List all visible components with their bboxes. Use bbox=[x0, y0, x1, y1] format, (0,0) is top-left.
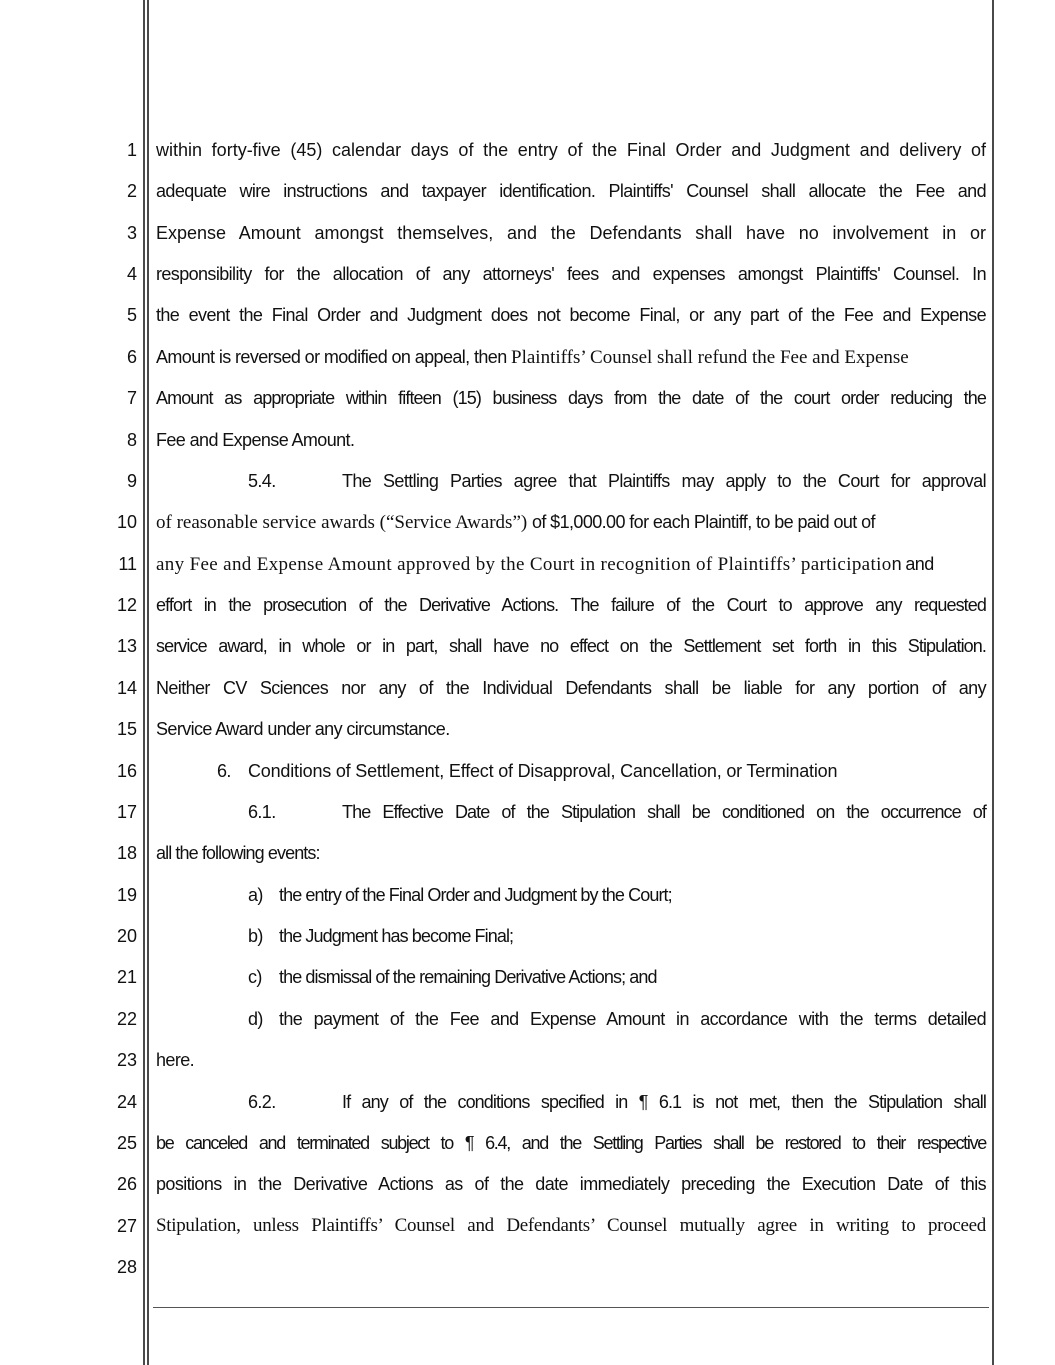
line-number: 13 bbox=[116, 636, 137, 656]
line-number: 28 bbox=[116, 1257, 137, 1277]
line-number: 27 bbox=[116, 1216, 137, 1236]
text-line: Stipulation, unless Plaintiffs’ Counsel and Defendants’ Counsel mutually agree in writing to proceed bbox=[156, 1215, 986, 1236]
text-line: be canceled and terminated subject to ¶ 6.4, and the Settling Parties shall be restored to their respective bbox=[156, 1133, 986, 1153]
text-segment: Amount is reversed or modified on appeal, then bbox=[156, 347, 512, 367]
text-line: effort in the prosecution of the Derivative Actions. The failure of the Court to approve any requested bbox=[156, 595, 986, 615]
line-number: 12 bbox=[116, 595, 137, 615]
text-segment: n and bbox=[891, 554, 934, 574]
line-number: 10 bbox=[116, 512, 137, 532]
section-title: Conditions of Settlement, Effect of Disapproval, Cancellation, or Termination bbox=[248, 761, 838, 781]
line-number: 25 bbox=[116, 1133, 137, 1153]
text-segment: of $1,000.00 for each Plaintiff, to be paid out of bbox=[531, 512, 875, 532]
text-line: Fee and Expense Amount. bbox=[156, 430, 355, 450]
text-line: within forty-five (45) calendar days of the entry of the Final Order and Judgment and delivery of bbox=[156, 140, 986, 160]
text-line: service award, in whole or in part, shall have no effect on the Settlement set forth in this Stipulation. bbox=[156, 636, 986, 656]
text-line: adequate wire instructions and taxpayer identification. Plaintiffs' Counsel shall allocate the Fee and bbox=[156, 181, 986, 201]
line-number: 14 bbox=[116, 678, 137, 698]
line-number: 20 bbox=[116, 926, 137, 946]
line-number: 7 bbox=[126, 388, 137, 408]
line-number: 8 bbox=[126, 430, 137, 450]
line-number: 24 bbox=[116, 1092, 137, 1112]
line-number: 11 bbox=[118, 554, 137, 574]
list-marker: a) bbox=[248, 885, 263, 905]
left-margin-rule-outer bbox=[143, 0, 145, 1365]
text-segment: of reasonable service awards (“Service Awards”) bbox=[156, 512, 532, 533]
line-number: 9 bbox=[126, 471, 137, 491]
list-marker: d) bbox=[248, 1009, 263, 1029]
left-margin-rule-inner bbox=[147, 0, 149, 1365]
line-number: 3 bbox=[126, 223, 137, 243]
text-line: Service Award under any circumstance. bbox=[156, 719, 450, 739]
list-item-text: the dismissal of the remaining Derivative Actions; and bbox=[279, 967, 657, 987]
section-number: 6.2. bbox=[248, 1092, 276, 1112]
text-line bbox=[156, 346, 986, 369]
line-number: 6 bbox=[126, 347, 137, 367]
list-marker: c) bbox=[248, 967, 262, 987]
text-line: If any of the conditions specified in ¶ 6.1 is not met, then the Stipulation shall bbox=[342, 1092, 986, 1112]
line-number: 16 bbox=[116, 761, 137, 781]
line-number: 1 bbox=[126, 140, 137, 160]
line-number: 21 bbox=[116, 967, 137, 987]
text-line: Amount as appropriate within fifteen (15) business days from the date of the court order reducing the bbox=[156, 388, 986, 408]
line-number: 15 bbox=[116, 719, 137, 739]
line-number: 26 bbox=[116, 1174, 137, 1194]
line-number: 17 bbox=[116, 802, 137, 822]
section-number: 6.1. bbox=[248, 802, 276, 822]
footer-rule bbox=[153, 1307, 989, 1308]
text-line: Neither CV Sciences nor any of the Individual Defendants shall be liable for any portion of any bbox=[156, 678, 986, 698]
text-segment: Plaintiffs’ Counsel shall refund the Fee and Expense bbox=[511, 347, 909, 368]
text-line bbox=[156, 553, 986, 576]
text-line: Expense Amount amongst themselves, and the Defendants shall have no involvement in or bbox=[156, 223, 986, 243]
list-item-text: the entry of the Final Order and Judgment by the Court; bbox=[279, 885, 672, 905]
line-number: 23 bbox=[116, 1050, 137, 1070]
text-line: here. bbox=[156, 1050, 195, 1070]
text-line bbox=[156, 511, 986, 534]
section-number: 6. bbox=[217, 761, 231, 781]
right-margin-rule bbox=[992, 0, 994, 1365]
text-line: The Effective Date of the Stipulation shall be conditioned on the occurrence of bbox=[342, 802, 986, 822]
line-number: 5 bbox=[126, 305, 137, 325]
list-item-text: the Judgment has become Final; bbox=[279, 926, 514, 946]
list-marker: b) bbox=[248, 926, 263, 946]
line-number: 22 bbox=[116, 1009, 137, 1029]
text-line: positions in the Derivative Actions as of the date immediately preceding the Execution Date of this bbox=[156, 1174, 986, 1194]
text-line: all the following events: bbox=[156, 843, 320, 863]
text-line: the event the Final Order and Judgment does not become Final, or any part of the Fee and Expense bbox=[156, 305, 986, 325]
line-number: 19 bbox=[116, 885, 137, 905]
line-number: 2 bbox=[126, 181, 137, 201]
list-item-text: the payment of the Fee and Expense Amount in accordance with the terms detailed bbox=[279, 1009, 986, 1029]
text-line: responsibility for the allocation of any attorneys' fees and expenses amongst Plaintiffs' Counsel. In bbox=[156, 264, 986, 284]
line-number: 18 bbox=[116, 843, 137, 863]
text-line: The Settling Parties agree that Plaintiffs may apply to the Court for approval bbox=[342, 471, 986, 491]
section-number: 5.4. bbox=[248, 471, 276, 491]
line-number: 4 bbox=[126, 264, 137, 284]
text-segment: any Fee and Expense Amount approved by the Court in recognition of Plaintiffs’ participatio bbox=[156, 554, 892, 575]
